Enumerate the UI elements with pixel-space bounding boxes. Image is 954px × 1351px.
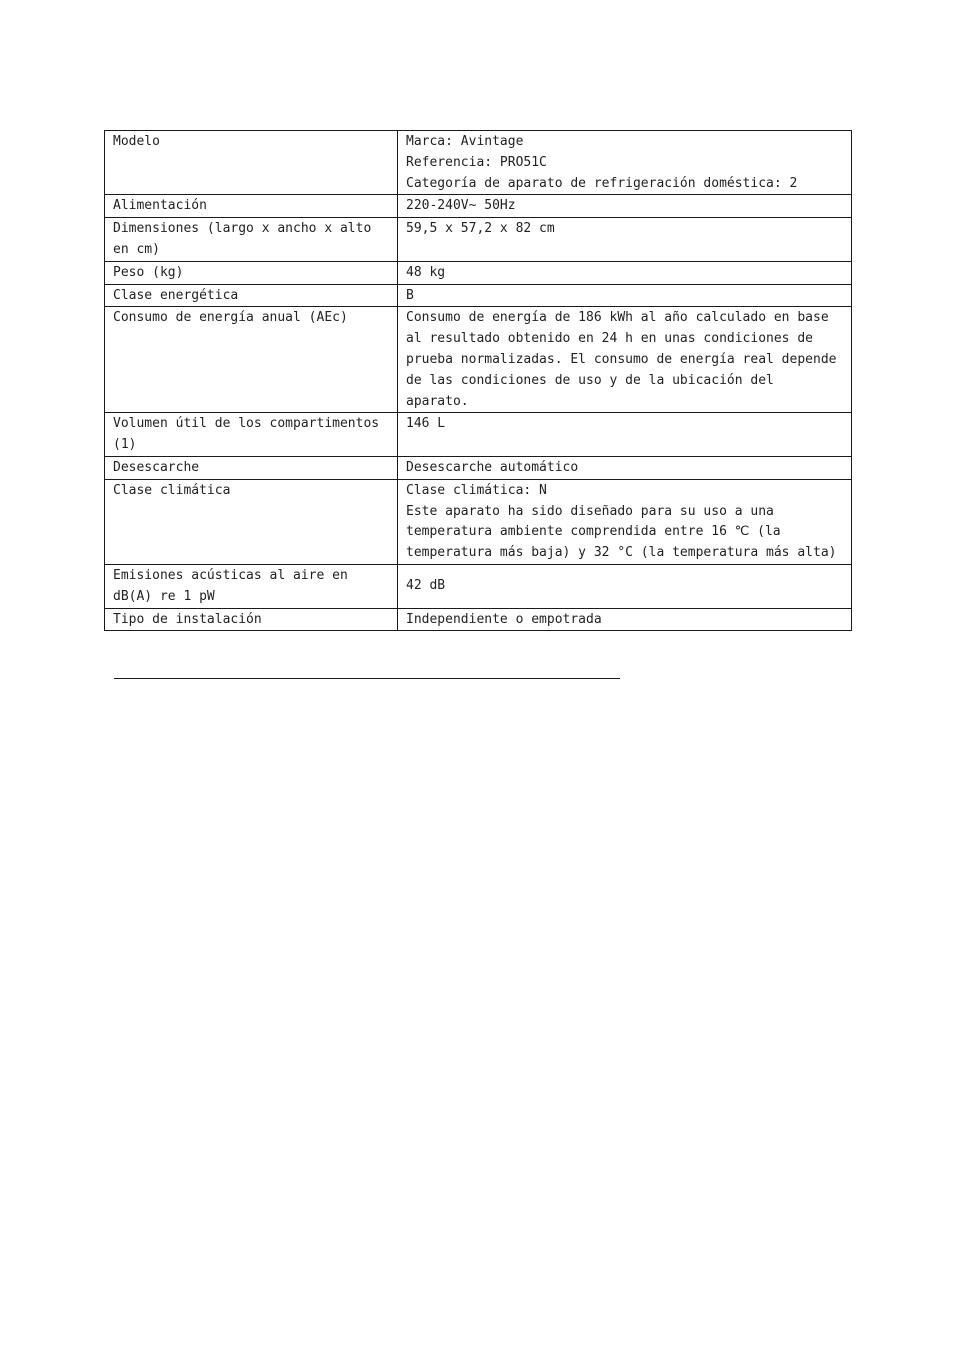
spec-value (398, 261, 852, 284)
spec-value (398, 307, 852, 413)
table-row (105, 608, 852, 631)
spec-value-line: Clase climática: N (406, 482, 547, 498)
table-row (105, 413, 852, 457)
spec-value-line: 220-240V~ 50Hz (406, 198, 516, 214)
spec-value (398, 456, 852, 479)
spec-label: Volumen útil de los compartimentos (1) (105, 413, 398, 457)
spec-value (398, 413, 852, 457)
spec-value-line: 48 kg (406, 264, 446, 280)
table-row (105, 284, 852, 307)
spec-value-line: Este aparato ha sido diseñado para su uso a una temperatura ambiente comprendida entre 16 ℃ (la temperatura más baja) y 32 °C (la temperatura más alta) (406, 503, 837, 561)
spec-value (398, 479, 852, 564)
spec-value (398, 564, 852, 608)
spec-value (398, 284, 852, 307)
spec-label: Clase climática (105, 479, 398, 564)
table-row (105, 456, 852, 479)
spec-label: Consumo de energía anual (AEc) (105, 307, 398, 413)
spec-value-line: Categoría de aparato de refrigeración doméstica: 2 (406, 175, 798, 191)
spec-value-line: Consumo de energía de 186 kWh al año calculado en base al resultado obtenido en 24 h en unas condiciones de prueba normalizadas. El consumo de energía real depende de las condiciones de uso y de la ubicación del aparato. (406, 310, 837, 409)
spec-label: Peso (kg) (105, 261, 398, 284)
table-row (105, 479, 852, 564)
table-row (105, 131, 852, 195)
specifications-table (104, 130, 852, 631)
spec-value-line: 146 L (406, 416, 446, 432)
table-row (105, 307, 852, 413)
table-row (105, 195, 852, 218)
spec-value-line: B (406, 287, 414, 303)
spec-label: Desescarche (105, 456, 398, 479)
spec-value (398, 608, 852, 631)
spec-value (398, 195, 852, 218)
table-row (105, 218, 852, 262)
spec-label: Alimentación (105, 195, 398, 218)
spec-label: Emisiones acústicas al aire en dB(A) re 1 pW (105, 564, 398, 608)
table-row (105, 261, 852, 284)
spec-value-line: 59,5 x 57,2 x 82 cm (406, 221, 555, 237)
footnote-separator (114, 678, 620, 679)
spec-label: Tipo de instalación (105, 608, 398, 631)
table-row (105, 564, 852, 608)
spec-label: Dimensiones (largo x ancho x alto en cm) (105, 218, 398, 262)
spec-value-line: Referencia: PRO51C (406, 154, 547, 170)
spec-label: Modelo (105, 131, 398, 195)
spec-value-line: Desescarche automático (406, 459, 579, 475)
spec-value (398, 131, 852, 195)
spec-value-line: Independiente o empotrada (406, 611, 602, 627)
spec-value-line: Marca: Avintage (406, 134, 524, 149)
spec-value (398, 218, 852, 262)
spec-label: Clase energética (105, 284, 398, 307)
spec-value-line: 42 dB (406, 578, 446, 594)
